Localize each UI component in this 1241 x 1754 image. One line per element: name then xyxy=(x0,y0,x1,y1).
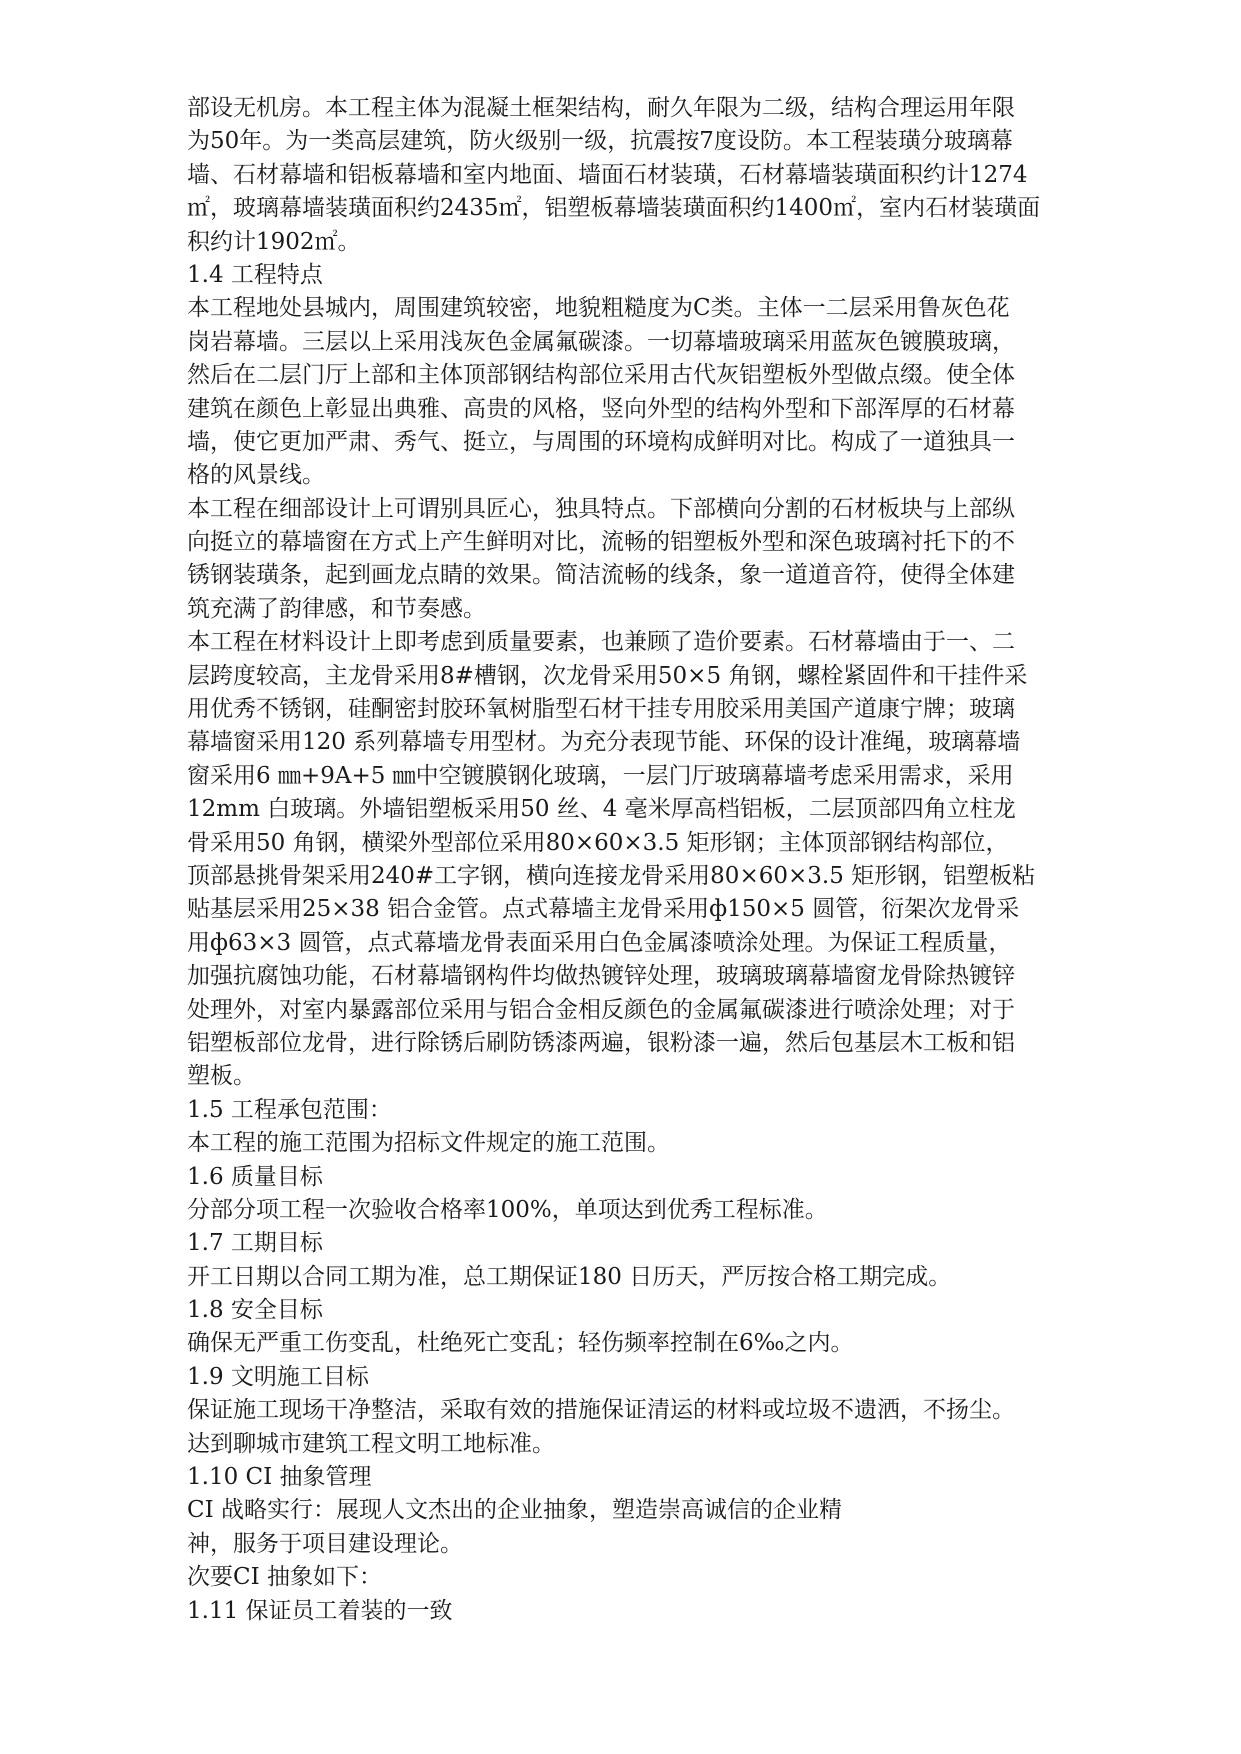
text-line: 次要CI 抽象如下： xyxy=(187,1564,382,1591)
text-line: 塑板。 xyxy=(187,1063,256,1090)
section-heading: 1.4 工程特点 xyxy=(187,261,323,288)
text-line: 墙，使它更加严肃、秀气、挺立，与周围的环境构成鲜明对比。构成了一道独具一 xyxy=(187,428,1015,455)
text-line: 本工程在材料设计上即考虑到质量要素，也兼顾了造价要素。石材幕墙由于一、二 xyxy=(187,629,1015,656)
text-line: 确保无严重工伤变乱，杜绝死亡变乱；轻伤频率控制在6‰之内。 xyxy=(187,1330,854,1357)
text-line: 为50年。为一类高层建筑，防火级别一级，抗震按7度设防。本工程装璜分玻璃幕 xyxy=(187,128,1013,155)
text-line: 向挺立的幕墙窗在方式上产生鲜明对比，流畅的铝塑板外型和深色玻璃衬托下的不 xyxy=(187,529,1015,556)
text-line: 本工程地处县城内，周围建筑较密，地貌粗糙度为C类。主体一二层采用鲁灰色花 xyxy=(187,295,1010,322)
text-line: ㎡，玻璃幕墙装璜面积约2435㎡，铝塑板幕墙装璜面积约1400㎡，室内石材装璜面 xyxy=(187,195,1041,222)
text-line: 积约计1902㎡。 xyxy=(187,228,361,255)
section-heading: 1.10 CI 抽象管理 xyxy=(187,1464,372,1491)
text-line: 用ф63×3 圆管，点式幕墙龙骨表面采用白色金属漆喷涂处理。为保证工程质量， xyxy=(187,929,1012,956)
document-body xyxy=(187,92,1087,1628)
text-line: 贴基层采用25×38 铝合金管。点式幕墙主龙骨采用ф150×5 圆管，衍架次龙骨采 xyxy=(187,896,1020,923)
text-line: 分部分项工程一次验收合格率100%，单项达到优秀工程标准。 xyxy=(187,1196,828,1223)
text-line: 建筑在颜色上彰显出典雅、高贵的风格，竖向外型的结构外型和下部浑厚的石材幕 xyxy=(187,395,1015,422)
section-heading: 1.11 保证员工着装的一致 xyxy=(187,1597,453,1624)
text-line: 用优秀不锈钢，硅酮密封胶环氧树脂型石材干挂专用胶采用美国产道康宁牌；玻璃 xyxy=(187,696,1015,723)
section-heading: 1.8 安全目标 xyxy=(187,1297,323,1324)
text-line: 锈钢装璜条，起到画龙点睛的效果。简洁流畅的线条，象一道道音符，使得全体建 xyxy=(187,562,1015,589)
text-line: 本工程在细部设计上可谓别具匠心，独具特点。下部横向分割的石材板块与上部纵 xyxy=(187,495,1015,522)
text-line: 骨采用50 角钢，横梁外型部位采用80×60×3.5 矩形钢；主体顶部钢结构部位， xyxy=(187,829,1009,856)
section-heading: 1.6 质量目标 xyxy=(187,1163,323,1190)
text-line: 12mm 白玻璃。外墙铝塑板采用50 丝、4 毫米厚高档铝板，二层顶部四角立柱龙 xyxy=(187,796,1016,823)
text-line: 处理外，对室内暴露部位采用与铝合金相反颜色的金属氟碳漆进行喷涂处理；对于 xyxy=(187,996,1015,1023)
text-line: 神，服务于项目建设理论。 xyxy=(187,1530,463,1557)
text-line: 然后在二层门厅上部和主体顶部钢结构部位采用古代灰铝塑板外型做点缀。使全体 xyxy=(187,362,1015,389)
section-heading: 1.5 工程承包范围： xyxy=(187,1096,392,1123)
text-line: 铝塑板部位龙骨，进行除锈后刷防锈漆两遍，银粉漆一遍，然后包基层木工板和铝 xyxy=(187,1029,1015,1056)
text-line: 开工日期以合同工期为准，总工期保证180 日历天，严厉按合格工期完成。 xyxy=(187,1263,952,1290)
text-line: 幕墙窗采用120 系列幕墙专用型材。为充分表现节能、环保的设计准绳，玻璃幕墙 xyxy=(187,729,1021,756)
text-line: 部设无机房。本工程主体为混凝土框架结构，耐久年限为二级，结构合理运用年限 xyxy=(187,95,1015,121)
text-line: 本工程的施工范围为招标文件规定的施工范围。 xyxy=(187,1130,670,1157)
text-line: 层跨度较高，主龙骨采用8#槽钢，次龙骨采用50×5 角钢，螺栓紧固件和干挂件采 xyxy=(187,662,1028,689)
text-line: 墙、石材幕墙和铝板幕墙和室内地面、墙面石材装璜，石材幕墙装璜面积约计1274 xyxy=(187,161,1028,188)
text-line: 窗采用6 ㎜+9A+5 ㎜中空镀膜钢化玻璃，一层门厅玻璃幕墙考虑采用需求，采用 xyxy=(187,762,1014,789)
text-line: 岗岩幕墙。三层以上采用浅灰色金属氟碳漆。一切幕墙玻璃采用蓝灰色镀膜玻璃， xyxy=(187,328,1015,355)
section-heading: 1.7 工期目标 xyxy=(187,1230,323,1257)
text-line: 加强抗腐蚀功能，石材幕墙钢构件均做热镀锌处理，玻璃玻璃幕墙窗龙骨除热镀锌 xyxy=(187,963,1015,990)
section-heading: 1.9 文明施工目标 xyxy=(187,1363,369,1390)
text-line: CI 战略实行：展现人文杰出的企业抽象，塑造崇高诚信的企业精 xyxy=(187,1497,842,1524)
text-line: 筑充满了韵律感，和节奏感。 xyxy=(187,595,486,622)
text-line: 格的风景线。 xyxy=(187,462,325,489)
text-line: 达到聊城市建筑工程文明工地标准。 xyxy=(187,1430,555,1457)
text-line: 顶部悬挑骨架采用240#工字钢，横向连接龙骨采用80×60×3.5 矩形钢，铝塑板粘 xyxy=(187,862,1036,889)
text-line: 保证施工现场干净整洁，采取有效的措施保证清运的材料或垃圾不遗洒，不扬尘。 xyxy=(187,1397,1015,1424)
